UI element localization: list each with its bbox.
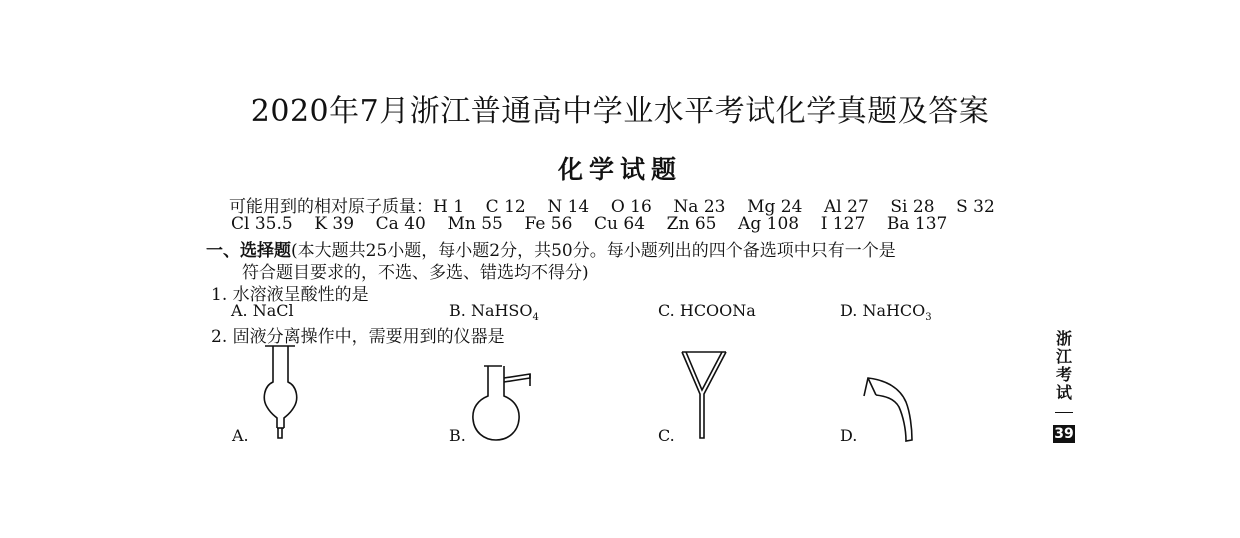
question-2-option-a-label: A. xyxy=(232,426,249,445)
option-subscript: 4 xyxy=(532,312,539,324)
option-formula: HCOONa xyxy=(679,301,756,320)
option-formula: NaHCO xyxy=(862,301,926,320)
part-heading-label: 一、选择题 xyxy=(206,241,291,261)
question-1-option-b xyxy=(449,301,539,323)
part-instructions-2: 符合题目要求的，不选、多选、错选均不得分) xyxy=(242,263,589,283)
distillation-flask-icon xyxy=(470,364,534,444)
option-letter: C. xyxy=(658,301,675,320)
side-tab-label: 浙江考试 xyxy=(1055,329,1072,402)
atomic-mass-line-1: 可能用到的相对原子质量：H 1 C 12 N 14 O 16 Na 23 Mg 24 Al 27 Si 28 S 32 xyxy=(229,197,995,217)
question-1-option-d xyxy=(840,301,932,323)
option-subscript: 3 xyxy=(925,312,932,324)
separatory-bulb-icon xyxy=(262,344,302,440)
option-letter: A. xyxy=(231,301,248,320)
question-2-option-c-label: C. xyxy=(658,426,675,445)
bent-tube-icon xyxy=(862,374,918,444)
question-1-option-c xyxy=(658,301,756,320)
side-tab-divider xyxy=(1055,412,1073,413)
document-title: 2020年7月浙江普通高中学业水平考试化学真题及答案 xyxy=(250,94,990,129)
option-formula: NaCl xyxy=(252,301,294,320)
option-formula: NaHSO xyxy=(470,301,533,320)
option-letter: B. xyxy=(449,301,466,320)
question-2-stem: 2. 固液分离操作中，需要用到的仪器是 xyxy=(211,327,505,347)
atomic-mass-line-2: Cl 35.5 K 39 Ca 40 Mn 55 Fe 56 Cu 64 Zn 65 Ag 108 I 127 Ba 137 xyxy=(231,214,948,234)
question-1-stem: 1. 水溶液呈酸性的是 xyxy=(211,285,369,305)
question-2-option-d-label: D. xyxy=(840,426,858,445)
page-number-badge: 39 xyxy=(1054,426,1074,442)
funnel-icon xyxy=(680,350,728,442)
question-1-option-a xyxy=(231,301,294,320)
section-title: 化学试题 xyxy=(557,155,682,184)
part-instructions-1: (本大题共25小题，每小题2分，共50分。每小题列出的四个备选项中只有一个是 xyxy=(291,241,896,261)
option-letter: D. xyxy=(840,301,858,320)
question-2-option-b-label: B. xyxy=(449,426,466,445)
